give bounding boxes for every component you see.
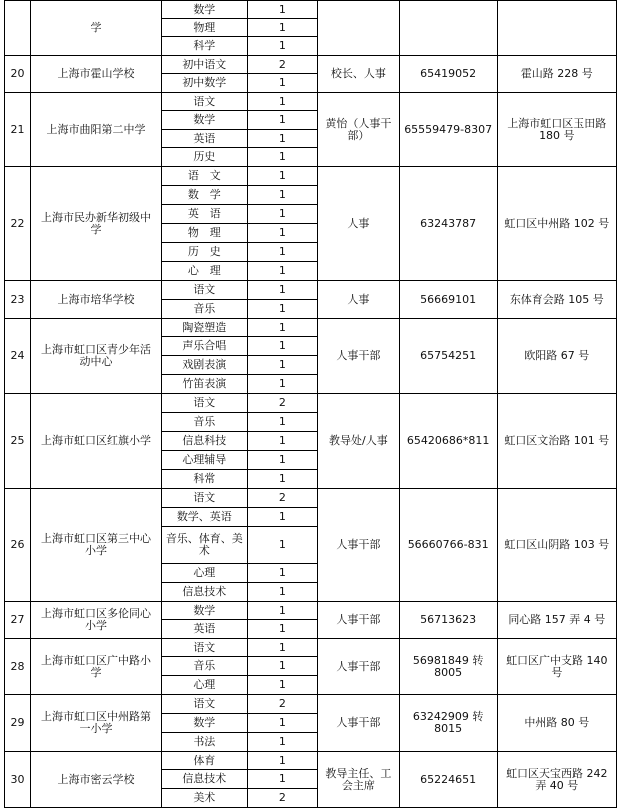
phone-cell: 56713623 — [399, 602, 497, 639]
address-cell: 上海市虹口区玉田路 180 号 — [497, 93, 616, 167]
subject-cell: 数学 — [162, 1, 248, 19]
count-cell: 1 — [247, 37, 318, 56]
count-cell: 1 — [247, 733, 318, 752]
contact-cell: 人事干部 — [318, 489, 400, 602]
count-cell: 1 — [247, 205, 318, 224]
school-name-cell: 上海市虹口区中州路第一小学 — [30, 695, 161, 752]
address-cell: 虹口区山阴路 103 号 — [497, 489, 616, 602]
subject-cell: 初中数学 — [162, 74, 248, 93]
subject-cell: 心 理 — [162, 262, 248, 281]
table-row — [5, 56, 617, 74]
row-number-cell: 22 — [5, 167, 31, 281]
phone-cell: 56981849 转 8005 — [399, 639, 497, 695]
subject-cell: 语文 — [162, 489, 248, 508]
count-cell: 1 — [247, 470, 318, 489]
count-cell: 1 — [247, 281, 318, 300]
subject-cell: 音乐 — [162, 413, 248, 432]
count-cell: 1 — [247, 19, 318, 37]
subject-cell: 初中语文 — [162, 56, 248, 74]
subject-cell: 心理辅导 — [162, 451, 248, 470]
row-number-cell: 23 — [5, 281, 31, 319]
subject-cell: 英语 — [162, 130, 248, 148]
contact-cell: 教导处/人事 — [318, 394, 400, 489]
subject-cell: 语文 — [162, 93, 248, 111]
row-number-cell: 20 — [5, 56, 31, 93]
count-cell: 2 — [247, 489, 318, 508]
phone-cell: 65420686*811 — [399, 394, 497, 489]
count-cell: 1 — [247, 527, 318, 564]
table-row — [5, 695, 617, 714]
phone-cell: 63242909 转 8015 — [399, 695, 497, 752]
school-name-cell: 上海市虹口区红旗小学 — [30, 394, 161, 489]
subject-cell: 语文 — [162, 281, 248, 300]
subject-cell: 物理 — [162, 19, 248, 37]
phone-cell — [399, 1, 497, 56]
subject-cell: 语文 — [162, 695, 248, 714]
subject-cell: 语文 — [162, 639, 248, 657]
contact-cell: 人事干部 — [318, 639, 400, 695]
count-cell: 1 — [247, 74, 318, 93]
phone-cell: 56660766-831 — [399, 489, 497, 602]
address-cell: 中州路 80 号 — [497, 695, 616, 752]
count-cell: 1 — [247, 319, 318, 337]
count-cell: 1 — [247, 356, 318, 375]
count-cell: 1 — [247, 300, 318, 319]
count-cell: 1 — [247, 676, 318, 695]
contact-cell: 人事干部 — [318, 695, 400, 752]
count-cell: 2 — [247, 789, 318, 808]
count-cell: 1 — [247, 111, 318, 130]
count-cell: 1 — [247, 602, 318, 620]
contact-cell: 黄怡（人事干部） — [318, 93, 400, 167]
contact-cell: 人事 — [318, 167, 400, 281]
address-cell: 霍山路 228 号 — [497, 56, 616, 93]
row-number-cell: 21 — [5, 93, 31, 167]
row-number-cell: 27 — [5, 602, 31, 639]
count-cell: 1 — [247, 620, 318, 639]
contact-cell — [318, 1, 400, 56]
count-cell: 1 — [247, 752, 318, 770]
subject-cell: 历史 — [162, 148, 248, 167]
address-cell: 东体育会路 105 号 — [497, 281, 616, 319]
count-cell: 1 — [247, 451, 318, 470]
row-number-cell: 28 — [5, 639, 31, 695]
address-cell: 虹口区广中支路 140 号 — [497, 639, 616, 695]
phone-cell: 56669101 — [399, 281, 497, 319]
school-name-cell: 学 — [30, 1, 161, 56]
subject-cell: 物 理 — [162, 224, 248, 243]
contact-cell: 人事干部 — [318, 602, 400, 639]
phone-cell: 63243787 — [399, 167, 497, 281]
subject-cell: 数学 — [162, 714, 248, 733]
table-row — [5, 93, 617, 111]
subject-cell: 书法 — [162, 733, 248, 752]
count-cell: 1 — [247, 1, 318, 19]
count-cell: 2 — [247, 56, 318, 74]
count-cell: 1 — [247, 375, 318, 394]
table-row — [5, 319, 617, 337]
count-cell: 2 — [247, 695, 318, 714]
table-row — [5, 602, 617, 620]
count-cell: 1 — [247, 508, 318, 527]
address-cell — [497, 1, 616, 56]
subject-cell: 心理 — [162, 564, 248, 583]
subject-cell: 信息科技 — [162, 432, 248, 451]
address-cell: 虹口区天宝西路 242 弄 40 号 — [497, 752, 616, 808]
row-number-cell: 24 — [5, 319, 31, 394]
phone-cell: 65559479-8307 — [399, 93, 497, 167]
count-cell: 1 — [247, 93, 318, 111]
school-name-cell: 上海市培华学校 — [30, 281, 161, 319]
phone-cell: 65224651 — [399, 752, 497, 808]
school-name-cell: 上海市虹口区广中路小学 — [30, 639, 161, 695]
table-row — [5, 167, 617, 186]
subject-cell: 数学、英语 — [162, 508, 248, 527]
subject-cell: 信息技术 — [162, 770, 248, 789]
row-number-cell: 25 — [5, 394, 31, 489]
contact-cell: 人事 — [318, 281, 400, 319]
school-name-cell: 上海市霍山学校 — [30, 56, 161, 93]
count-cell: 1 — [247, 224, 318, 243]
school-name-cell: 上海市虹口区多伦同心小学 — [30, 602, 161, 639]
table-row — [5, 639, 617, 657]
contact-cell: 校长、人事 — [318, 56, 400, 93]
subject-cell: 戏剧表演 — [162, 356, 248, 375]
count-cell: 1 — [247, 583, 318, 602]
recruitment-table — [4, 0, 617, 808]
subject-cell: 心理 — [162, 676, 248, 695]
subject-cell: 美术 — [162, 789, 248, 808]
count-cell: 1 — [247, 262, 318, 281]
subject-cell: 科学 — [162, 37, 248, 56]
count-cell: 1 — [247, 714, 318, 733]
table-row — [5, 1, 617, 19]
count-cell: 1 — [247, 243, 318, 262]
count-cell: 1 — [247, 657, 318, 676]
address-cell: 虹口区文治路 101 号 — [497, 394, 616, 489]
count-cell: 1 — [247, 564, 318, 583]
contact-cell: 人事干部 — [318, 319, 400, 394]
subject-cell: 数学 — [162, 602, 248, 620]
subject-cell: 数学 — [162, 111, 248, 130]
subject-cell: 科常 — [162, 470, 248, 489]
subject-cell: 语文 — [162, 394, 248, 413]
subject-cell: 数 学 — [162, 186, 248, 205]
subject-cell: 语 文 — [162, 167, 248, 186]
table-row — [5, 394, 617, 413]
address-cell: 同心路 157 弄 4 号 — [497, 602, 616, 639]
count-cell: 1 — [247, 770, 318, 789]
count-cell: 1 — [247, 639, 318, 657]
count-cell: 1 — [247, 167, 318, 186]
school-name-cell: 上海市虹口区第三中心小学 — [30, 489, 161, 602]
subject-cell: 音乐、体育、美术 — [162, 527, 248, 564]
subject-cell: 竹笛表演 — [162, 375, 248, 394]
count-cell: 1 — [247, 432, 318, 451]
table-row — [5, 752, 617, 770]
subject-cell: 陶瓷塑造 — [162, 319, 248, 337]
count-cell: 2 — [247, 394, 318, 413]
row-number-cell: 29 — [5, 695, 31, 752]
phone-cell: 65419052 — [399, 56, 497, 93]
row-number-cell: 26 — [5, 489, 31, 602]
count-cell: 1 — [247, 413, 318, 432]
count-cell: 1 — [247, 130, 318, 148]
subject-cell: 体育 — [162, 752, 248, 770]
table-row — [5, 489, 617, 508]
row-number-cell — [5, 1, 31, 56]
school-name-cell: 上海市虹口区青少年活动中心 — [30, 319, 161, 394]
school-name-cell: 上海市民办新华初级中学 — [30, 167, 161, 281]
subject-cell: 英语 — [162, 620, 248, 639]
phone-cell: 65754251 — [399, 319, 497, 394]
subject-cell: 音乐 — [162, 657, 248, 676]
count-cell: 1 — [247, 186, 318, 205]
school-name-cell: 上海市密云学校 — [30, 752, 161, 808]
school-name-cell: 上海市曲阳第二中学 — [30, 93, 161, 167]
address-cell: 欧阳路 67 号 — [497, 319, 616, 394]
table-row — [5, 281, 617, 300]
row-number-cell: 30 — [5, 752, 31, 808]
count-cell: 1 — [247, 148, 318, 167]
subject-cell: 英 语 — [162, 205, 248, 224]
address-cell: 虹口区中州路 102 号 — [497, 167, 616, 281]
subject-cell: 信息技术 — [162, 583, 248, 602]
subject-cell: 音乐 — [162, 300, 248, 319]
subject-cell: 声乐合唱 — [162, 337, 248, 356]
subject-cell: 历 史 — [162, 243, 248, 262]
count-cell: 1 — [247, 337, 318, 356]
contact-cell: 教导主任、工会主席 — [318, 752, 400, 808]
